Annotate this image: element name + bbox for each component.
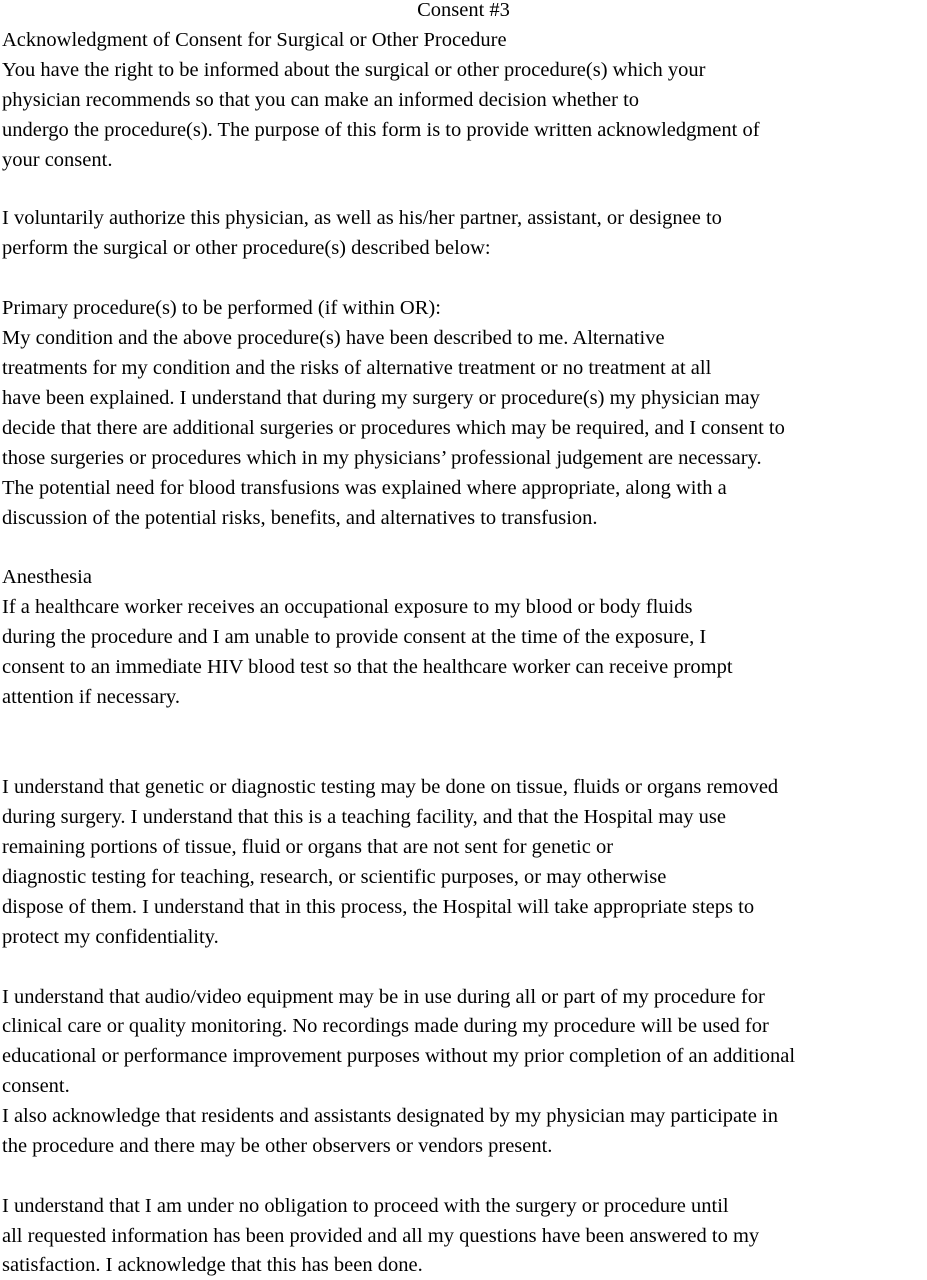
paragraph-line: the procedure and there may be other observers or vendors present. bbox=[2, 1135, 553, 1157]
paragraph-line: those surgeries or procedures which in my physicians’ professional judgement are necessary. bbox=[2, 447, 762, 469]
paragraph-line: I understand that I am under no obligation to proceed with the surgery or procedure until bbox=[2, 1195, 729, 1217]
paragraph-line: have been explained. I understand that during my surgery or procedure(s) my physician may bbox=[2, 387, 760, 409]
paragraph-line: I understand that genetic or diagnostic testing may be done on tissue, fluids or organs removed bbox=[2, 776, 779, 798]
paragraph-line: decide that there are additional surgeries or procedures which may be required, and I consent to bbox=[2, 417, 785, 439]
paragraph-line: My condition and the above procedure(s) have been described to me. Alternative bbox=[2, 327, 665, 349]
section-heading-anesthesia: Anesthesia bbox=[2, 566, 92, 588]
paragraph-line: If a healthcare worker receives an occupational exposure to my blood or body fluids bbox=[2, 596, 693, 618]
document-title: Consent #3 bbox=[417, 0, 510, 21]
paragraph-line: treatments for my condition and the risks of alternative treatment or no treatment at all bbox=[2, 357, 712, 379]
paragraph-line: your consent. bbox=[2, 149, 113, 171]
paragraph-line: I voluntarily authorize this physician, as well as his/her partner, assistant, or designee to bbox=[2, 207, 722, 229]
paragraph-line: consent to an immediate HIV blood test so that the healthcare worker can receive prompt bbox=[2, 656, 733, 678]
paragraph-line: satisfaction. I acknowledge that this has been done. bbox=[2, 1254, 423, 1276]
paragraph-line: The potential need for blood transfusions was explained where appropriate, along with a bbox=[2, 477, 727, 499]
paragraph-line: undergo the procedure(s). The purpose of this form is to provide written acknowledgment of bbox=[2, 119, 760, 141]
paragraph-line: consent. bbox=[2, 1075, 70, 1097]
paragraph-line: attention if necessary. bbox=[2, 686, 180, 708]
paragraph-line: clinical care or quality monitoring. No recordings made during my procedure will be used for bbox=[2, 1015, 769, 1037]
paragraph-line: dispose of them. I understand that in this process, the Hospital will take appropriate steps to bbox=[2, 896, 755, 918]
paragraph-line: protect my confidentiality. bbox=[2, 926, 219, 948]
section-heading: Acknowledgment of Consent for Surgical or Other Procedure bbox=[2, 29, 507, 51]
paragraph-line: during surgery. I understand that this is a teaching facility, and that the Hospital may use bbox=[2, 806, 726, 828]
paragraph-line: I also acknowledge that residents and assistants designated by my physician may participate in bbox=[2, 1105, 778, 1127]
paragraph-line: all requested information has been provided and all my questions have been answered to my bbox=[2, 1225, 760, 1247]
paragraph-line: educational or performance improvement purposes without my prior completion of an additional bbox=[2, 1045, 796, 1067]
paragraph-line: physician recommends so that you can make an informed decision whether to bbox=[2, 89, 640, 111]
paragraph-line: remaining portions of tissue, fluid or organs that are not sent for genetic or bbox=[2, 836, 614, 858]
paragraph-line: You have the right to be informed about the surgical or other procedure(s) which your bbox=[2, 59, 706, 81]
paragraph-line: diagnostic testing for teaching, research, or scientific purposes, or may otherwise bbox=[2, 866, 667, 888]
paragraph-line: during the procedure and I am unable to provide consent at the time of the exposure, I bbox=[2, 626, 707, 648]
paragraph-line: discussion of the potential risks, benefits, and alternatives to transfusion. bbox=[2, 507, 598, 529]
field-label-primary-procedure: Primary procedure(s) to be performed (if within OR): bbox=[2, 297, 441, 319]
paragraph-line: I understand that audio/video equipment may be in use during all or part of my procedure for bbox=[2, 986, 765, 1008]
paragraph-line: perform the surgical or other procedure(s) described below: bbox=[2, 237, 491, 259]
